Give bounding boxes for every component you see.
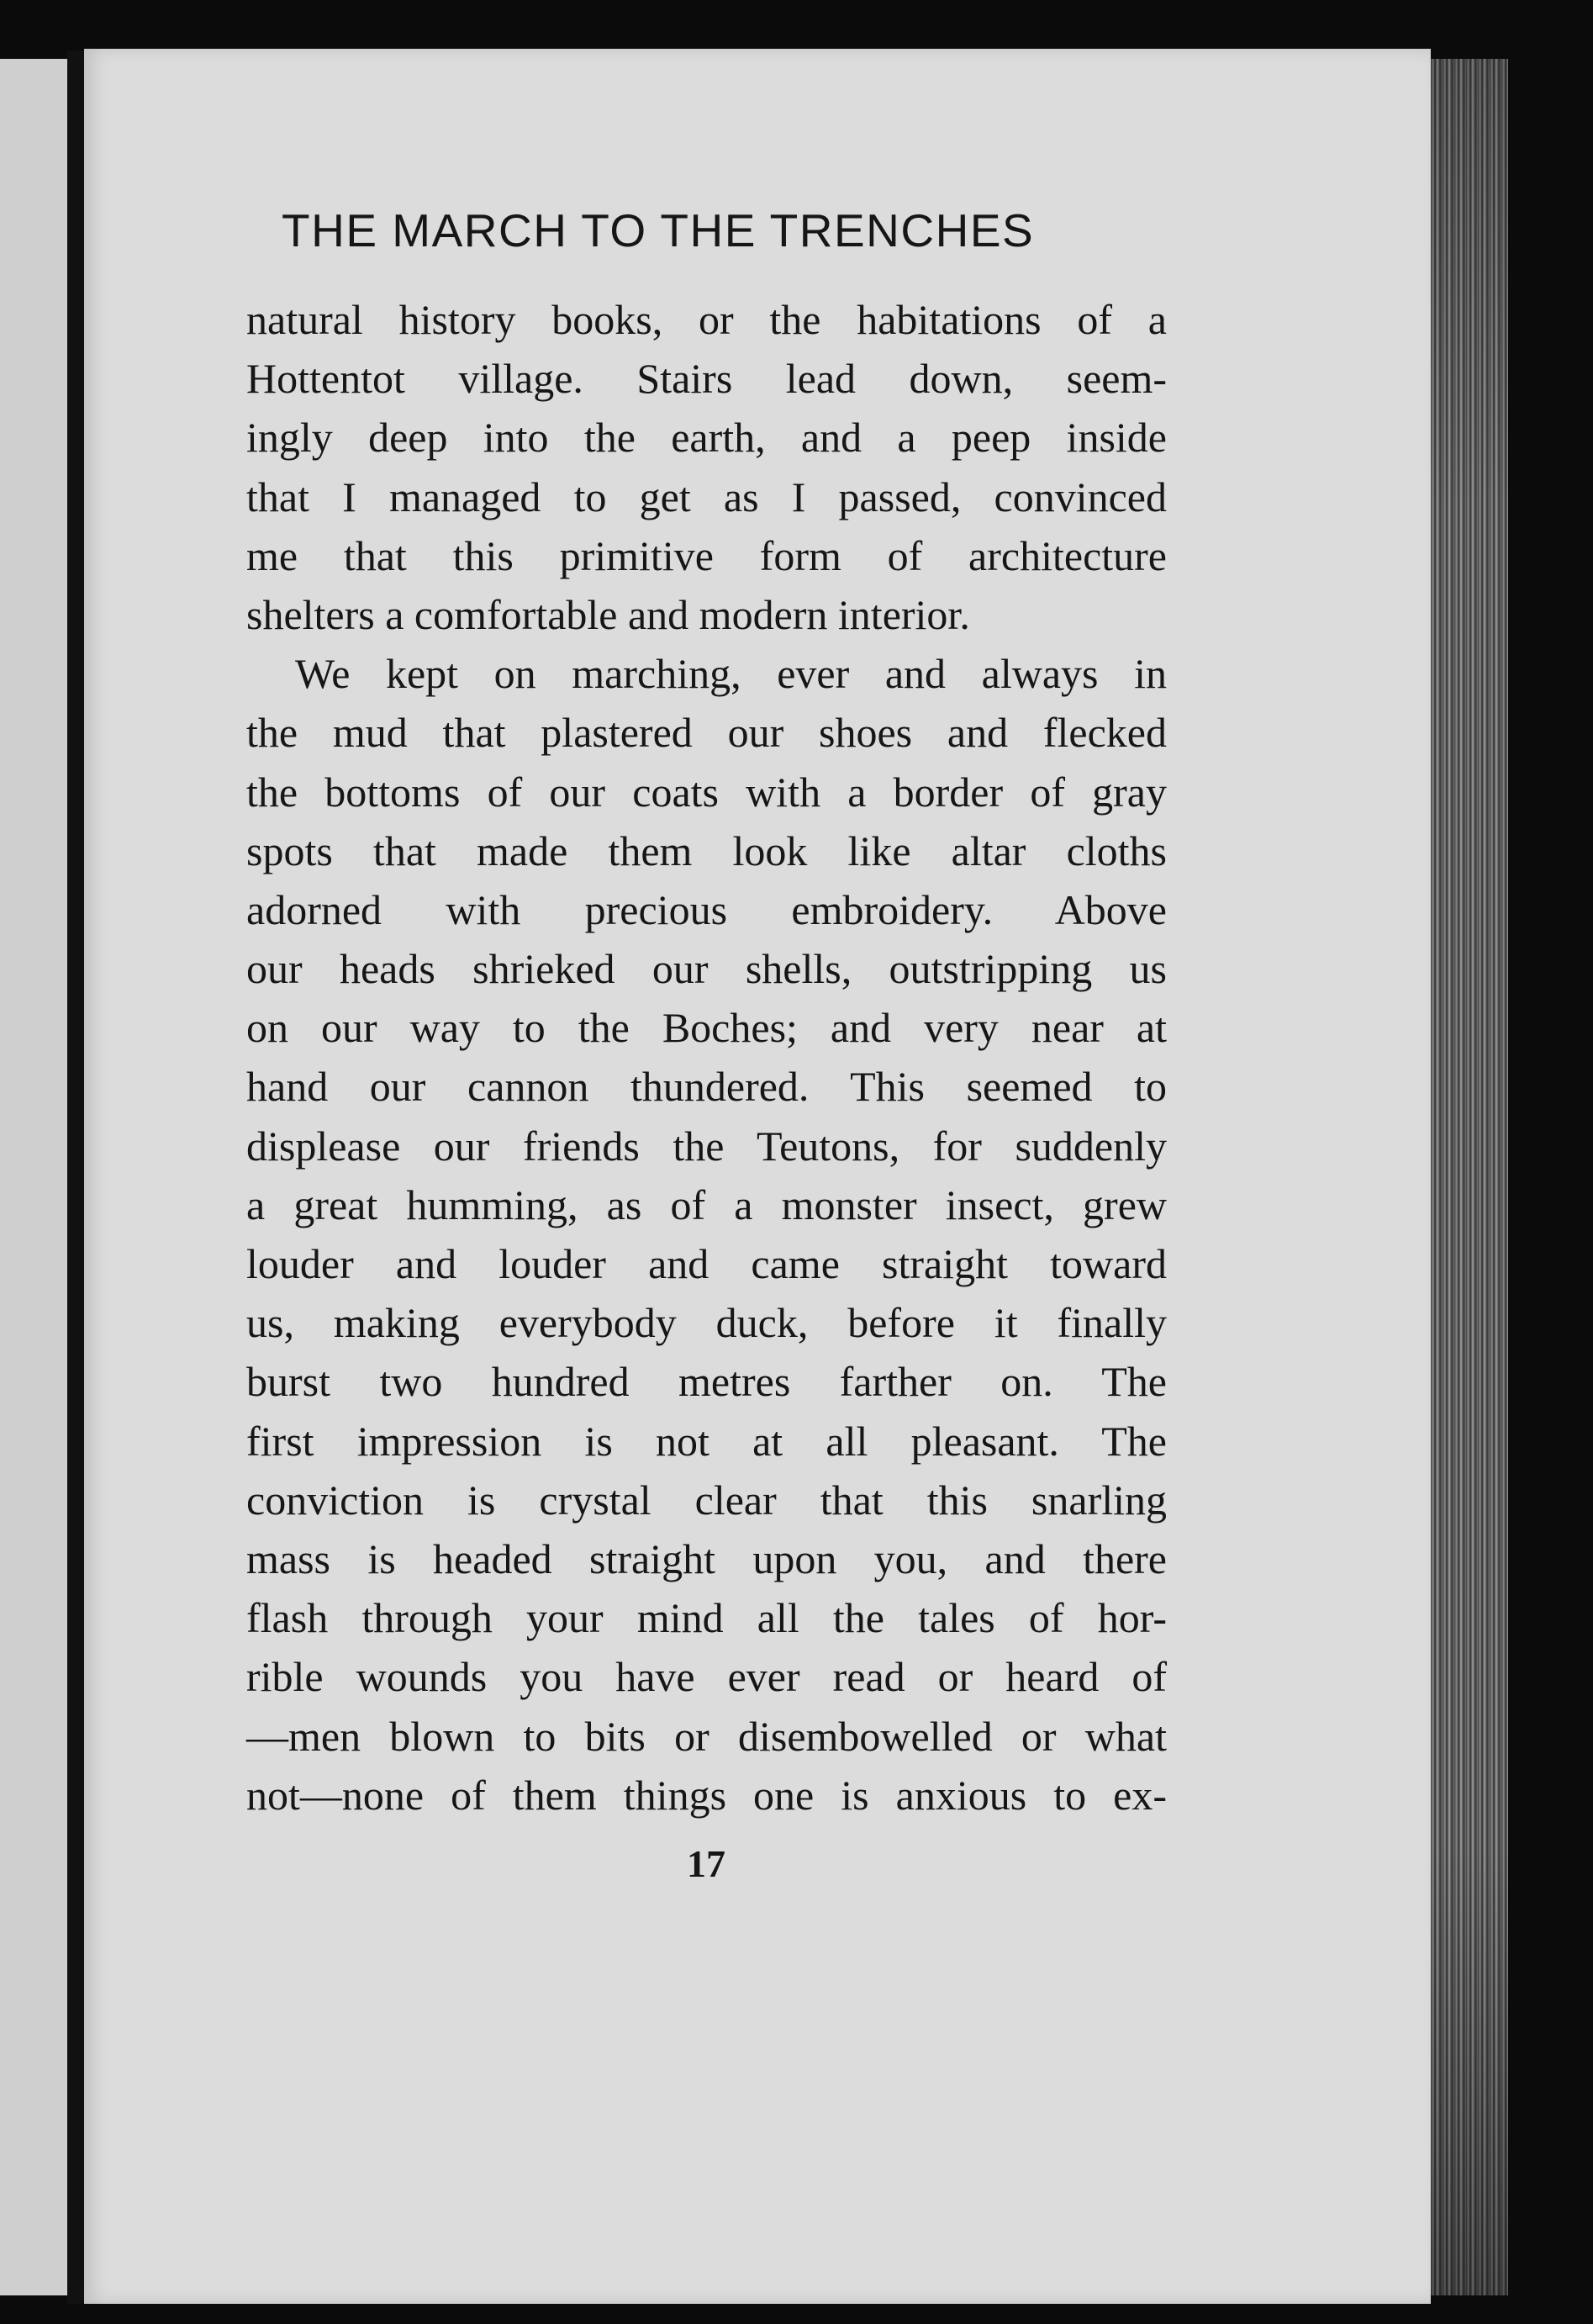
text-line: on our way to the Boches; and very near at bbox=[246, 1004, 1167, 1052]
page-body bbox=[246, 290, 1167, 1825]
text-line: hand our cannon thundered. This seemed to bbox=[246, 1063, 1167, 1111]
text-line: louder and louder and came straight toward bbox=[246, 1240, 1167, 1287]
text-line: displease our friends the Teutons, for suddenly bbox=[246, 1122, 1167, 1170]
text-line: not—none of them things one is anxious to ex- bbox=[246, 1771, 1167, 1819]
text-line: We kept on marching, ever and always in bbox=[295, 650, 1167, 698]
text-line: burst two hundred metres farther on. The bbox=[246, 1358, 1167, 1406]
page-stack-shadow bbox=[1431, 59, 1508, 2295]
text-line: shelters a comfortable and modern interior. bbox=[246, 590, 970, 638]
text-line: adorned with precious embroidery. Above bbox=[246, 885, 1167, 933]
text-line: rible wounds you have ever read or heard of bbox=[246, 1653, 1167, 1701]
text-line: —men blown to bits or disembowelled or what bbox=[246, 1712, 1167, 1760]
text-line: us, making everybody duck, before it finally bbox=[246, 1299, 1167, 1347]
text-line: me that this primitive form of architecture bbox=[246, 531, 1167, 579]
text-line: our heads shrieked our shells, outstripping us bbox=[246, 945, 1167, 993]
text-line: a great humming, as of a monster insect, grew bbox=[246, 1180, 1167, 1228]
text-line: spots that made them look like altar cloths bbox=[246, 827, 1167, 874]
text-line: ingly deep into the earth, and a peep inside bbox=[246, 414, 1167, 462]
text-line: mass is headed straight upon you, and there bbox=[246, 1534, 1167, 1582]
previous-page-edge bbox=[0, 59, 67, 2295]
paragraph-1 bbox=[246, 290, 1167, 644]
text-line: the mud that plastered our shoes and flecked bbox=[246, 709, 1167, 757]
page-number: 17 bbox=[687, 1842, 725, 1885]
text-line: Hottentot village. Stairs lead down, seem- bbox=[246, 355, 1167, 403]
paragraph-2 bbox=[246, 644, 1167, 1825]
text-line: natural history books, or the habitations of a bbox=[246, 296, 1167, 343]
text-line: that I managed to get as I passed, convinced bbox=[246, 473, 1167, 520]
text-line: flash through your mind all the tales of hor- bbox=[246, 1594, 1167, 1642]
running-head: THE MARCH TO THE TRENCHES bbox=[282, 204, 1035, 256]
text-line: the bottoms of our coats with a border of gray bbox=[246, 768, 1167, 816]
text-line: first impression is not at all pleasant. The bbox=[246, 1417, 1167, 1465]
text-line: conviction is crystal clear that this snarling bbox=[246, 1476, 1167, 1524]
